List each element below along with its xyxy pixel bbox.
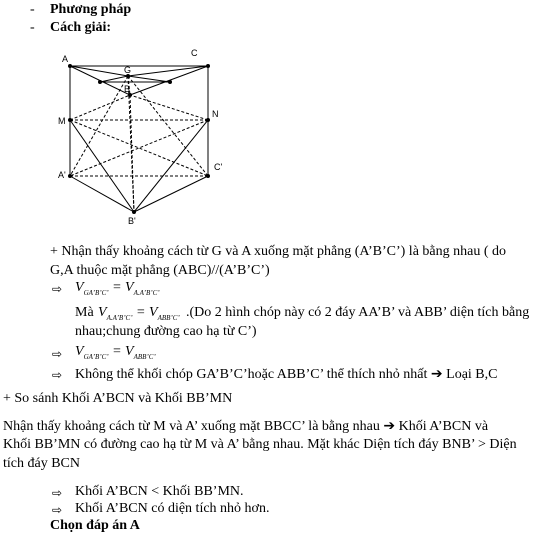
point-C' xyxy=(206,174,210,178)
point-mid2 xyxy=(168,80,172,84)
implies-arrow: ⇨ xyxy=(52,368,63,382)
edge-GA xyxy=(70,66,128,76)
label-N: N xyxy=(212,109,219,119)
label-C-prime: C' xyxy=(214,162,223,172)
implies-arrow: ⇨ xyxy=(52,282,63,296)
right-arrow-icon: ➔ xyxy=(430,366,443,382)
final-answer: Chọn đáp án A xyxy=(50,518,140,533)
edge-BB' xyxy=(130,95,134,212)
formula-1: $V_{GA’B’C’} = V_{A.A’B’C’}$ xyxy=(75,280,160,297)
label-C: C xyxy=(191,48,198,58)
point-mid1 xyxy=(98,80,102,84)
implies-arrow: ⇨ xyxy=(52,347,63,361)
point-N xyxy=(206,118,210,122)
implies-arrow: ⇨ xyxy=(52,503,63,517)
point-A xyxy=(68,64,72,68)
prism-diagram xyxy=(48,40,238,226)
point-C xyxy=(206,64,210,68)
formula-2: $V_{A.A’B’C’} = V_{ABB’C’}$ xyxy=(98,305,180,322)
label-G: G xyxy=(124,65,132,75)
para-line2: Khối BB’MN có đường cao hạ từ M và A’ bằng nhau. Mặt khác Diện tích đáy BNB’ > Diện xyxy=(3,437,517,452)
label-B: B xyxy=(124,84,131,94)
result-2: Khối A’BCN có diện tích nhỏ hơn. xyxy=(75,501,270,516)
point-M xyxy=(68,118,72,122)
implies-arrow: ⇨ xyxy=(52,486,63,500)
edge-GC xyxy=(128,66,208,76)
point-A' xyxy=(68,174,72,178)
heading-method: Phương pháp xyxy=(50,2,132,17)
bullet-dash: - xyxy=(30,2,35,17)
edge-G-mid2 xyxy=(128,76,170,82)
edge-A'B' xyxy=(70,176,134,212)
point-B' xyxy=(132,210,136,214)
label-M: M xyxy=(58,116,66,126)
compare-heading: + So sánh Khối A’BCN và Khối BB’MN xyxy=(3,391,233,406)
label-A: A xyxy=(62,54,69,64)
edge-MB' xyxy=(70,120,134,212)
ma-prefix: Mà xyxy=(75,305,94,320)
edge-NB xyxy=(130,95,208,120)
observation-line2: G,A thuộc mặt phẳng (ABC)//(A’B’C’) xyxy=(50,263,270,278)
bullet-dash: - xyxy=(30,20,35,35)
right-arrow-icon: ➔ xyxy=(383,418,396,434)
edge-MB xyxy=(70,95,130,120)
formula-2-note-line2: nhau;chung đường cao hạ từ C’) xyxy=(75,324,257,339)
observation-line1: + Nhận thấy khoảng cách từ G và A xuống mặt phẳng (A’B’C’) là bằng nhau ( do xyxy=(50,244,506,259)
edge-NB' xyxy=(134,120,208,212)
formula-3: $V_{GA’B’C’} = V_{ABB’C’}$ xyxy=(75,344,156,361)
result-1: Khối A’BCN < Khối BB’MN. xyxy=(75,484,244,499)
para-line1: Nhận thấy khoảng cách từ M và A’ xuống mặt BBCC’ là bằng nhau ➔ Khối A’BCN và xyxy=(3,418,489,434)
label-A-prime: A' xyxy=(58,170,66,180)
edge-G-mid1 xyxy=(100,76,128,82)
para-line3: tích đáy BCN xyxy=(3,456,80,471)
label-B-prime: B' xyxy=(128,216,136,226)
formula-2-note: .(Do 2 hình chóp này có 2 đáy AA’B’ và ABB’ diện tích bằng xyxy=(186,305,530,320)
conclusion-1: Không thể khối chóp GA’B’C’hoặc ABB’C’ thể thích nhỏ nhất ➔ Loại B,C xyxy=(75,366,498,382)
edge-B'C' xyxy=(134,176,208,212)
heading-solution: Cách giải: xyxy=(50,20,112,35)
